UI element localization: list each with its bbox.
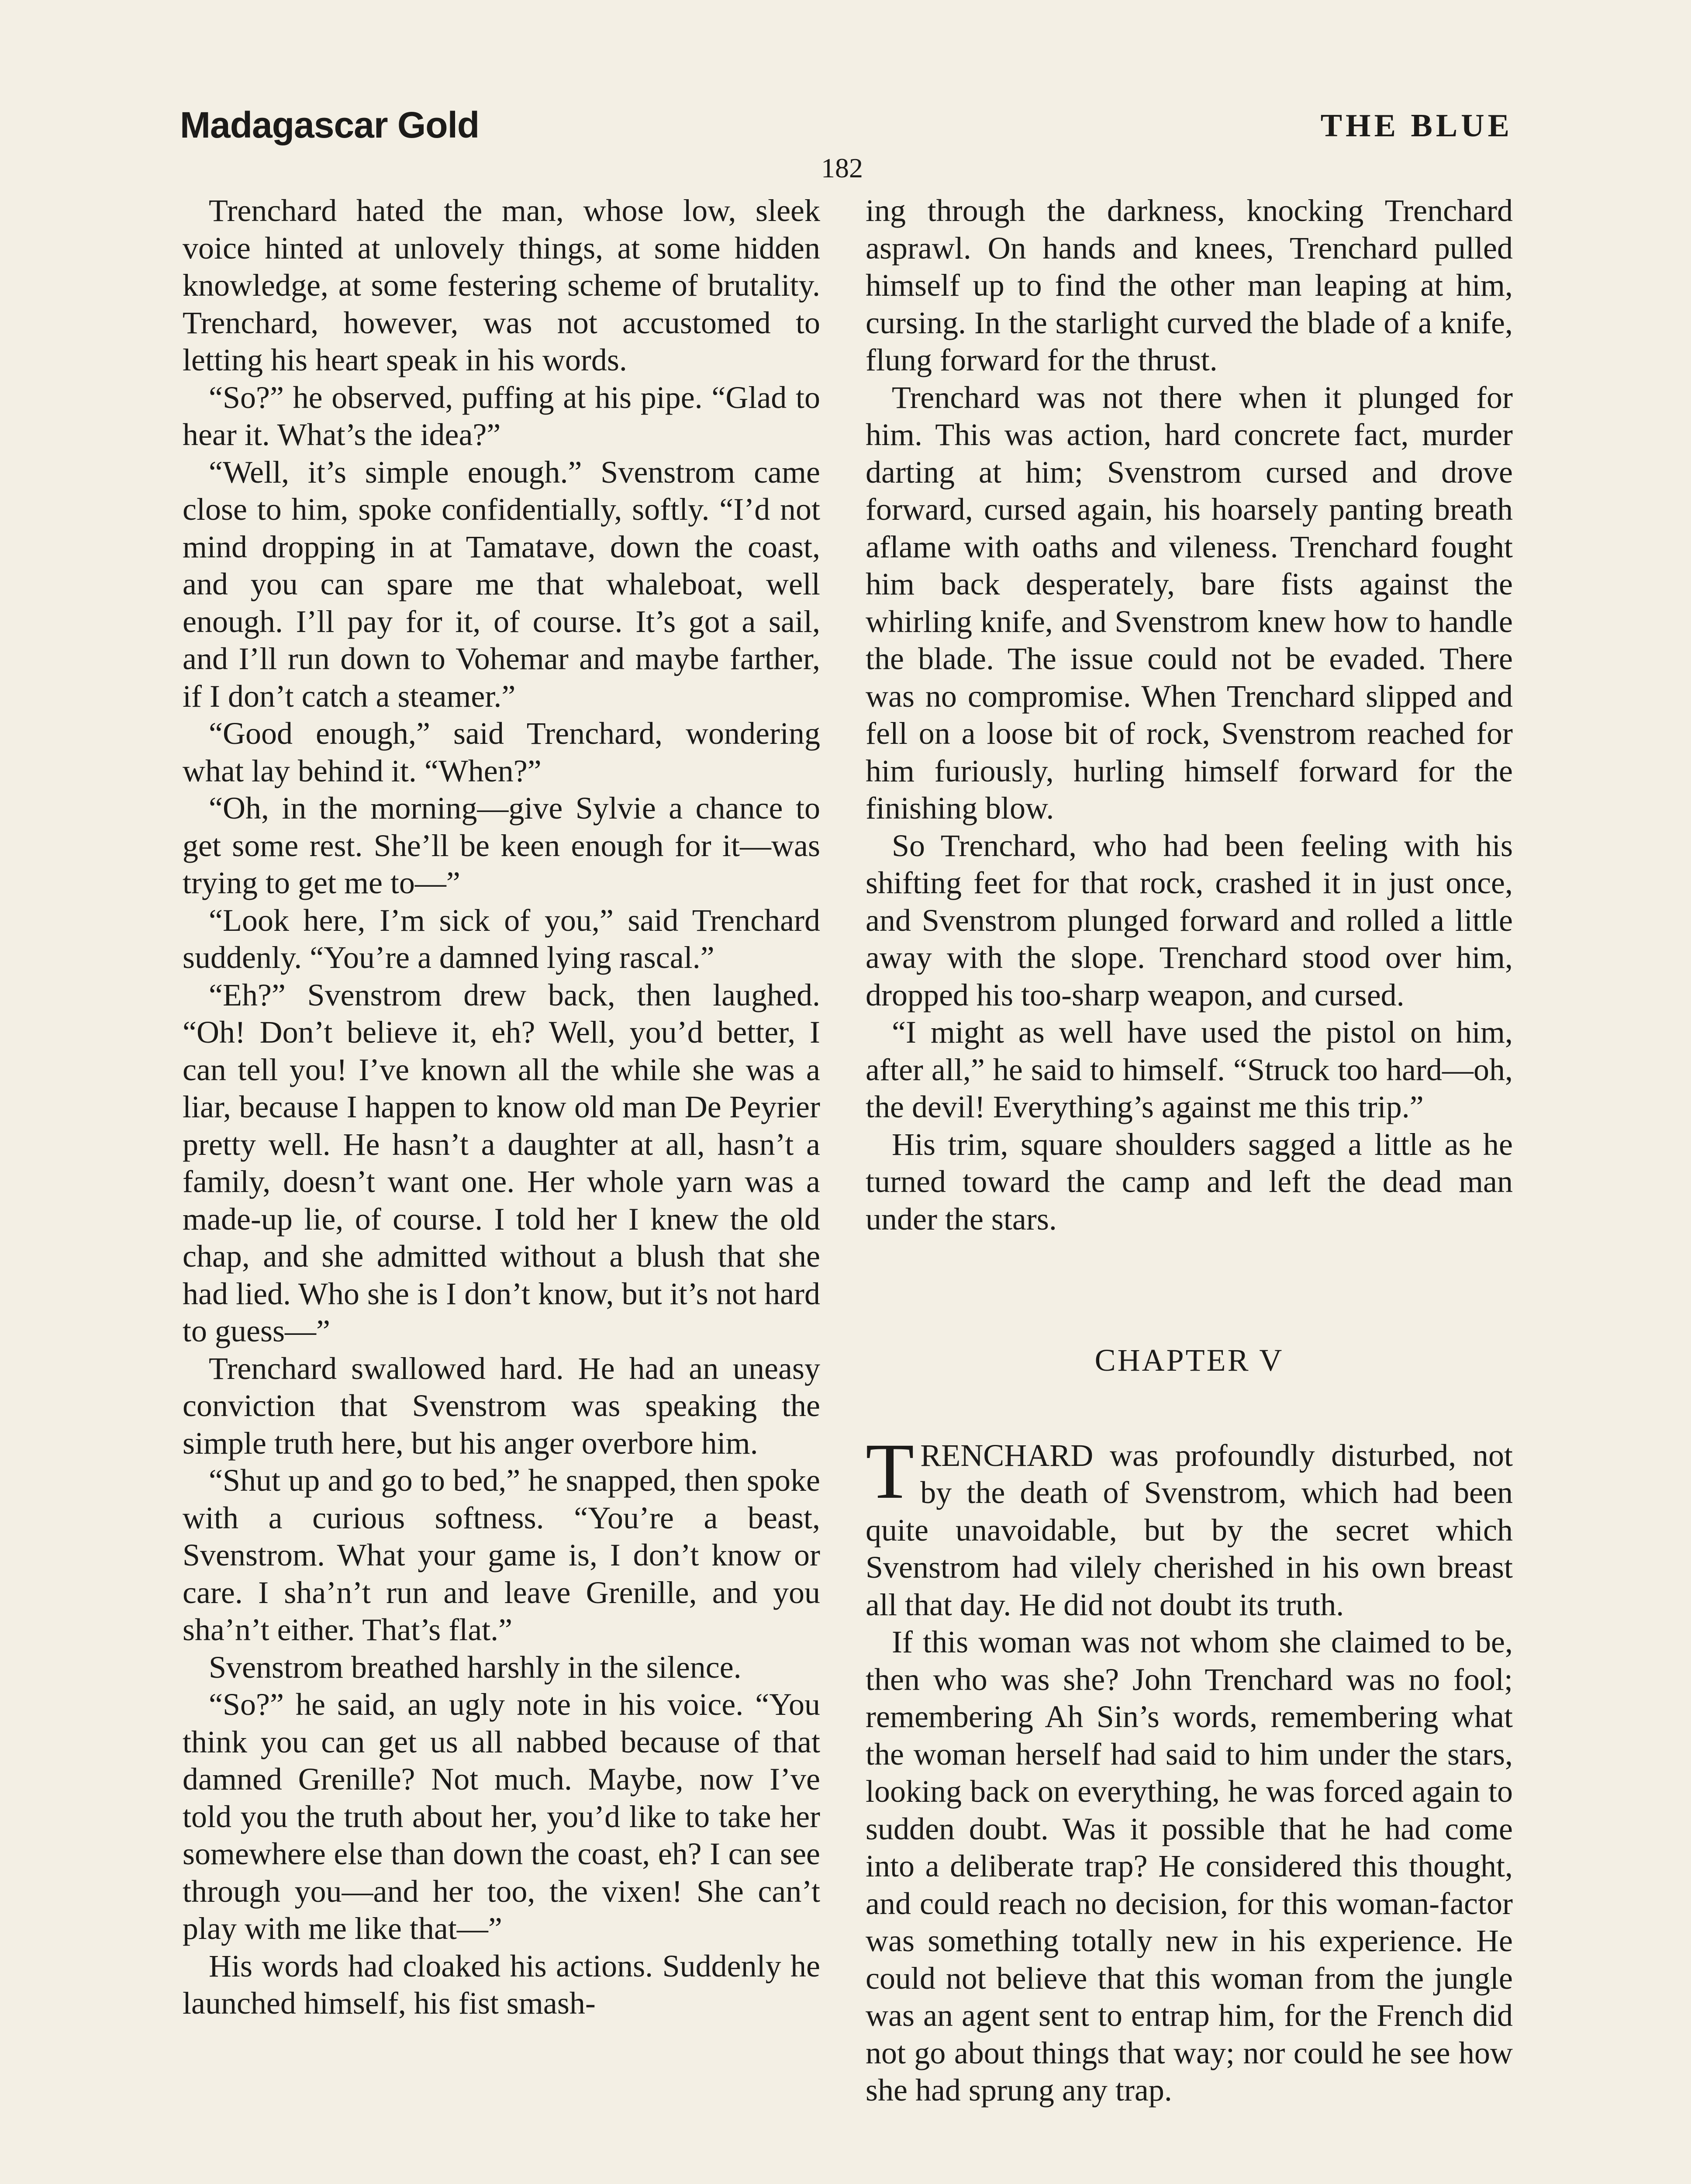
left-column	[183, 192, 820, 2022]
paragraph: “Eh?” Svenstrom drew back, then laughed. “Oh! Don’t believe it, eh? Well, you’d better, I can tell you! I’ve known all the while she was a liar, because I happen to know old man De Peyrier pretty well. He hasn’t a daughter at all, hasn’t a family, doesn’t want one. Her whole yarn was a made-up lie, of course. I told her I knew the old chap, and she admitted without a blush that she had lied. Who she is I don’t know, but it’s not hard to guess—”	[183, 977, 820, 1348]
magazine-name: THE BLUE	[1320, 108, 1513, 144]
chapter-heading: CHAPTER V	[1094, 1343, 1284, 1378]
paragraph: Svenstrom breathed harshly in the silence.	[209, 1649, 742, 1685]
paragraph: Trenchard was not there when it plunged for him. This was action, hard concrete fact, murder darting at him; Svenstrom cursed and drove forward, cursed again, his hoarsely panting breath aflame with oaths and vileness. Trenchard fought him back desperately, bare fists against the whirling knife, and Svenstrom knew how to handle the blade. The issue could not be evaded. There was no compromise. When Trenchard slipped and fell on a loose bit of rock, Svenstrom reached for him furiously, hurling himself forward for the finishing blow.	[866, 380, 1513, 826]
paragraph: If this woman was not whom she claimed to be, then who was she? John Trenchard was no fool; remembering Ah Sin’s words, remembering what the woman herself had said to him under the stars, looking back on everything, he was forced again to sudden doubt. Was it possible that he had come into a deliberate trap? He considered this thought, and could reach no decision, for this woman-factor was something totally new in his experience. He could not believe that this woman from the jungle was an agent sent to entrap him, for the French did not go about things that way; nor could he see how she had sprung any trap.	[866, 1624, 1513, 2108]
drop-cap: T	[866, 1427, 915, 1515]
paragraph: “Oh, in the morning—give Sylvie a chance to get some rest. She’ll be keen enough for it—was trying to get me to—”	[183, 791, 820, 900]
page-number: 182	[821, 152, 863, 183]
paragraph: His words had cloaked his actions. Suddenly he launched himself, his fist smash-	[183, 1948, 820, 2021]
paragraph: “Shut up and go to bed,” he snapped, then spoke with a curious softness. “You’re a beast, Svenstrom. What your game is, I don’t know or care. I sha’n’t run and leave Grenille, and you sha’n’t either. That’s flat.”	[183, 1463, 820, 1647]
paragraph: “Well, it’s simple enough.” Svenstrom came close to him, spoke confidentially, softly. “I’d not mind dropping in at Tamatave, down the coast, and you can spare me that whaleboat, well enough. I’ll pay for it, of course. It’s got a sail, and I’ll run down to Vohemar and maybe farther, if I don’t catch a steamer.”	[183, 454, 820, 714]
paragraph: So Trenchard, who had been feeling with his shifting feet for that rock, crashed it in just once, and Svenstrom plunged forward and rolled a little away with the slope. Trenchard stood over him, dropped his too-sharp weapon, and cursed.	[866, 828, 1513, 1013]
paragraph: “So?” he observed, puffing at his pipe. “Glad to hear it. What’s the idea?”	[183, 380, 820, 452]
continued-paragraph: ing through the darkness, knocking Trenchard asprawl. On hands and knees, Trenchard pulled himself up to find the other man leaping at him, cursing. In the starlight curved the blade of a knife, flung forward for the thrust.	[866, 193, 1513, 377]
right-column	[866, 192, 1513, 2109]
paragraph: “I might as well have used the pistol on him, after all,” he said to himself. “Struck too hard—oh, the devil! Everything’s against me this trip.”	[866, 1015, 1513, 1124]
paragraph: His trim, square shoulders sagged a little as he turned toward the camp and left the dead man under the stars.	[866, 1127, 1513, 1237]
paragraph: Trenchard hated the man, whose low, sleek voice hinted at unlovely things, at some hidden knowledge, at some festering scheme of brutality. Trenchard, however, was not accustomed to letting his heart speak in his words.	[183, 193, 820, 377]
chapter-opening-paragraph	[866, 1427, 1513, 1624]
paragraph: Trenchard swallowed hard. He had an uneasy conviction that Svenstrom was speaking the simple truth here, but his anger overbore him.	[183, 1351, 820, 1461]
paragraph: “Good enough,” said Trenchard, wondering what lay behind it. “When?”	[183, 716, 820, 788]
paragraph: “So?” he said, an ugly note in his voice. “You think you can get us all nabbed because of that damned Grenille? Not much. Maybe, now I’ve told you the truth about her, you’d like to take her somewhere else than down the coast, eh? I can see through you—and her too, the vixen! She can’t play with me like that—”	[183, 1687, 820, 1946]
paragraph: “Look here, I’m sick of you,” said Trenchard suddenly. “You’re a damned lying rascal.”	[183, 902, 820, 975]
running-title: Madagascar Gold	[180, 104, 480, 145]
opening-text: RENCHARD was profoundly disturbed, not by the death of Svenstrom, which had been quite unavoidable, but by the secret which Svenstrom had vilely cherished in his own breast all that day. He did not doubt its truth.	[866, 1438, 1513, 1622]
